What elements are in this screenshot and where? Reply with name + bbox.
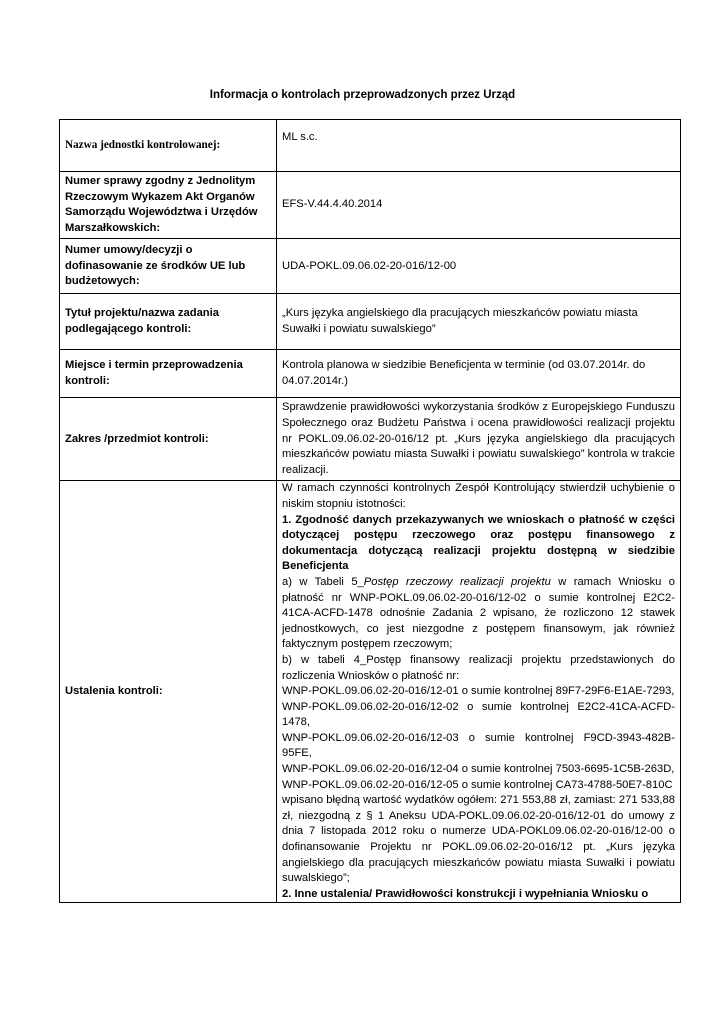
findings-point-a [282, 575, 675, 653]
place-date-value: Kontrola planowa w siedzibie Beneficjenta w terminie (od 03.07.2014r. do 04.07.2014r.) [277, 350, 681, 398]
findings-intro: W ramach czynności kontrolnych Zespół Kontrolujący stwierdził uchybienie o niskim stopniu istotności: [282, 482, 675, 510]
unit-value: ML s.c. [277, 120, 681, 172]
scope-value: Sprawdzenie prawidłowości wykorzystania środków z Europejskiego Funduszu Społecznego oraz Budżetu Państwa i ocena prawidłowości realizacji projektu nr POKL.09.06.02-20-016/12 pt. „Kurs języka angielskiego dla pracujących mieszkańców powiatu miasta Suwałki i powiatu suwalskiego” kontrola w trakcie realizacji. [277, 398, 681, 481]
agreement-number-value: UDA-POKL.09.06.02-20-016/12-00 [277, 239, 681, 294]
control-info-table [59, 119, 681, 903]
wnp-list-item: WNP-POKL.09.06.02-20-016/12-03 o sumie kontrolnej F9CD-3943-482B-95FE, [282, 731, 675, 760]
findings-point-b: b) w tabeli 4_Postęp finansowy realizacji projektu przedstawionych do rozliczenia Wniosków o płatność nr: [282, 653, 675, 682]
scope-label: Zakres /przedmiot kontroli: [60, 398, 277, 481]
agreement-number-label: Numer umowy/decyzji o dofinasowanie ze środków UE lub budżetowych: [60, 239, 277, 294]
case-number-label: Numer sprawy zgodny z Jednolitym Rzeczowym Wykazem Akt Organów Samorządu Województwa i Urzędów Marszałkowskich: [60, 172, 277, 239]
page-title: Informacja o kontrolach przeprowadzonych przez Urząd [209, 89, 516, 101]
table-row [60, 172, 681, 239]
wnp-list-item: WNP-POKL.09.06.02-20-016/12-02 o sumie kontrolnej E2C2-41CA-ACFD-1478, [282, 700, 675, 729]
table-row [60, 294, 681, 350]
point-a-rest: w ramach Wniosku o płatność nr WNP-POKL.09.06.02-20-016/12-02 o sumie kontrolnej E2C2-41CA-ACFD-1478 odnośnie Zadania 2 wpisano, że rozliczono 12 stawek jednostkowych, co jest niezgodne z postępem finansowym, jak również faktycznym postępem rzeczowym; [282, 575, 675, 651]
table-row [60, 481, 681, 903]
case-number-value: EFS-V.44.4.40.2014 [277, 172, 681, 239]
project-title-value: „Kurs języka angielskiego dla pracujących mieszkańców powiatu miasta Suwałki i powiatu suwalskiego” [277, 294, 681, 350]
point-a-prefix: a) w Tabeli 5_ [282, 575, 364, 588]
findings-conclusion: wpisano błędną wartość wydatków ogółem: 271 553,88 zł, zamiast: 271 533,88 zł, niezgodną z § 1 Aneksu UDA-POKL.09.06.02-20-016/12-01 do umowy z dnia 7 listopada 2012 roku o numerze UDA-POKL09.06.02-20-016/12-00 o dofinansowanie Projektu nr POKL.09.06.02-20-016/12 pt. „Kurs języka angielskiego dla pracujących mieszkańców powiatu miasta Suwałki i powiatu suwalskiego”; [282, 794, 675, 885]
table-row [60, 350, 681, 398]
wnp-list-item: WNP-POKL.09.06.02-20-016/12-05 o sumie kontrolnej CA73-4788-50E7-810C [282, 778, 673, 791]
findings-heading-1: 1. Zgodność danych przekazywanych we wnioskach o płatność w części dotyczącej postępu rzeczowego oraz postępu finansowego z dokumentacja dotyczącą realizacji projektu dostępną w siedzibie Beneficjenta [282, 513, 675, 573]
wnp-list-item: WNP-POKL.09.06.02-20-016/12-04 o sumie kontrolnej 7503-6695-1C5B-263D, [282, 763, 675, 776]
table-row [60, 239, 681, 294]
table-row [60, 120, 681, 172]
findings-value [277, 481, 681, 903]
table-row [60, 398, 681, 481]
findings-heading-2: 2. Inne ustalenia/ Prawidłowości konstrukcji i wypełniania Wniosku o [282, 887, 649, 900]
findings-label: Ustalenia kontroli: [60, 481, 277, 903]
point-a-italic: Postęp rzeczowy realizacji projektu [363, 575, 551, 588]
place-date-label: Miejsce i termin przeprowadzenia kontroli: [60, 350, 277, 398]
wnp-list-item: WNP-POKL.09.06.02-20-016/12-01 o sumie kontrolnej 89F7-29F6-E1AE-7293, [282, 685, 675, 698]
unit-label: Nazwa jednostki kontrolowanej: [60, 120, 277, 172]
project-title-label: Tytuł projektu/nazwa zadania podlegającego kontroli: [60, 294, 277, 350]
